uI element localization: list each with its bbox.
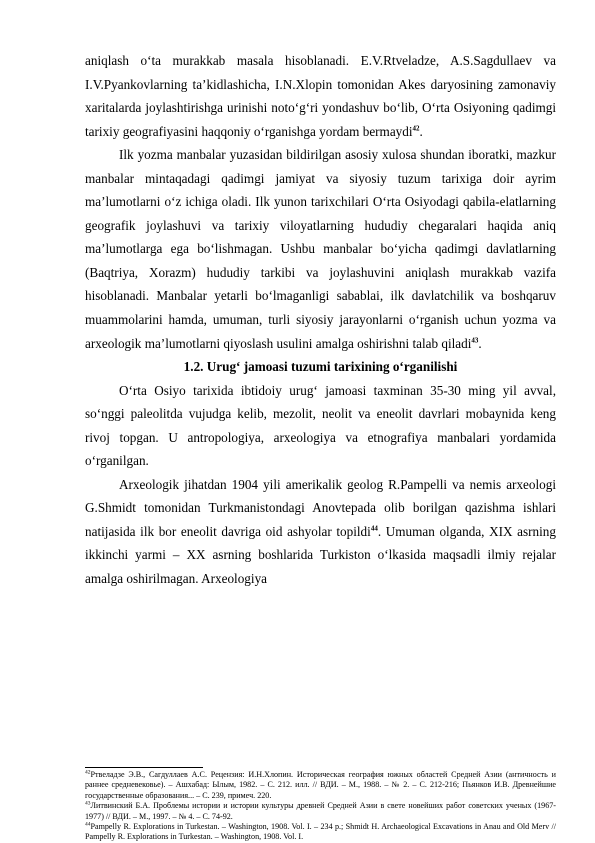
footnote-44 bbox=[85, 822, 556, 843]
paragraph-2-text: Ilk yozma manbalar yuzasidan bildirilgan asosiy xulosa shundan iboratki, mazkur manbalar mintaqadagi qadimgi jamiyat va siyosiy tuzum tarixiga doir ayrim ma’lumotlarni o‘z ichiga oladi. Ilk yunon tarixchilari O‘rta Osiyodagi qabila-elatlarning geografik joylashuvi va tarixiy viloyatlarning hududiy chegaralari haqida aniq ma’lumotlarga ega bo‘lishmagan. Ushbu manbalar bo‘yicha qadimgi davlatlarning (Baqtriya, Xorazm) hududiy tarkibi va joylashuvini aniqlash murakkab vazifa hisoblanadi. Manbalar yetarli bo‘lmaganligi sabablai, ilk davlatchilik va boshqaruv muammolarini hamda, umuman, turli siyosiy jarayonlarni o‘rganish uchun yozma va arxeologik ma’lumotlarni qiyoslash usulini amalga oshirishni talab qiladi bbox=[85, 147, 556, 351]
paragraph-1-end: . bbox=[419, 123, 423, 139]
footnote-text: Литвинский Б.А. Проблемы истории и истории культуры древней Средней Азии в свете новейших работ советских ученых (1967-1977) // ВДИ. – М., 1997. – № 4. – С. 74-92. bbox=[85, 801, 556, 821]
footnote-number: 44 bbox=[85, 821, 91, 828]
footnote-text: Pampelly R. Explorations in Turkestan. – Washington, 1908. Vol. I. – 234 p.; Shmidt H. Archaeological Excavations in Anau and Old Merv // Pampelly R. Explorations in Turkestan. – Washington, 1908. Vol. I. bbox=[85, 822, 556, 842]
paragraph-1-text: aniqlash o‘ta murakkab masala hisoblanadi. E.V.Rtveladze, A.S.Sagdullaev va I.V.Pyankovlarning ta’kidlashicha, I.N.Xlopin tomonidan Akes daryosining zamonaviy xaritalarda joylashtirishga urinishi noto‘g‘ri yondashuv bo‘lib, O‘rta Osiyoning qadimgi tarixiy geografiyasini haqqoniy o‘rganishga yordam bermaydi bbox=[85, 53, 556, 139]
footnote-number: 43 bbox=[85, 800, 91, 807]
paragraph-4-end: . Umuman olganda, XIX asrning ikkinchi yarmi – XX asrning boshlarida Turkiston o‘lkasida maqsadli ilmiy rejalar amalga oshirilmagan. Arxeologiya bbox=[85, 523, 556, 587]
page-body bbox=[85, 49, 556, 591]
footnote-text: Ртвеладзе Э.В., Сагдуллаев А.С. Рецензия: И.Н.Хлопин. Историческая география южных областей Средней Азии (античность и раннее средневековье). – Ашхабад: Ылым, 1982. – С. 212. илл. // ВДИ. – М., 1988. – № 2. – С. 212-216; Пьянков И.В. Древнейшие государственные образования... – С. 239, примеч. 220. bbox=[85, 770, 556, 800]
paragraph-3: O‘rta Osiyo tarixida ibtidoiy urug‘ jamoasi taxminan 35-30 ming yil avval, so‘nggi paleolitda vujudga kelib, mezolit, neolit va eneolit davrlari mobaynida keng rivoj topgan. U antropologiya, arxeologiya va etnografiya manbalari yordamida o‘rganilgan. bbox=[85, 382, 556, 469]
paragraph-2 bbox=[85, 143, 556, 355]
footnote-ref-44[interactable]: 44 bbox=[370, 524, 378, 533]
paragraph-1 bbox=[85, 49, 556, 143]
section-heading: 1.2. Urug‘ jamoasi tuzumi tarixining o‘rganilishi bbox=[183, 359, 458, 375]
footnote-separator bbox=[85, 767, 203, 768]
footnote-43 bbox=[85, 801, 556, 822]
footnote-ref-43[interactable]: 43 bbox=[471, 336, 479, 345]
footnotes bbox=[85, 770, 556, 843]
footnote-42 bbox=[85, 770, 556, 801]
paragraph-4-text: Arxeologik jihatdan 1904 yili amerikalik geolog R.Pampelli va nemis arxeologi G.Shmidt tomonidan Turkmanistondagi Anovtepada olib borilgan qazishma ishlari natijasida ilk bor eneolit davriga oid ashyolar topildi bbox=[85, 476, 556, 539]
paragraph-4 bbox=[85, 473, 556, 591]
paragraph-2-end: . bbox=[478, 335, 482, 351]
footnote-number: 42 bbox=[85, 769, 91, 776]
footnote-ref-42[interactable]: 42 bbox=[412, 124, 420, 133]
